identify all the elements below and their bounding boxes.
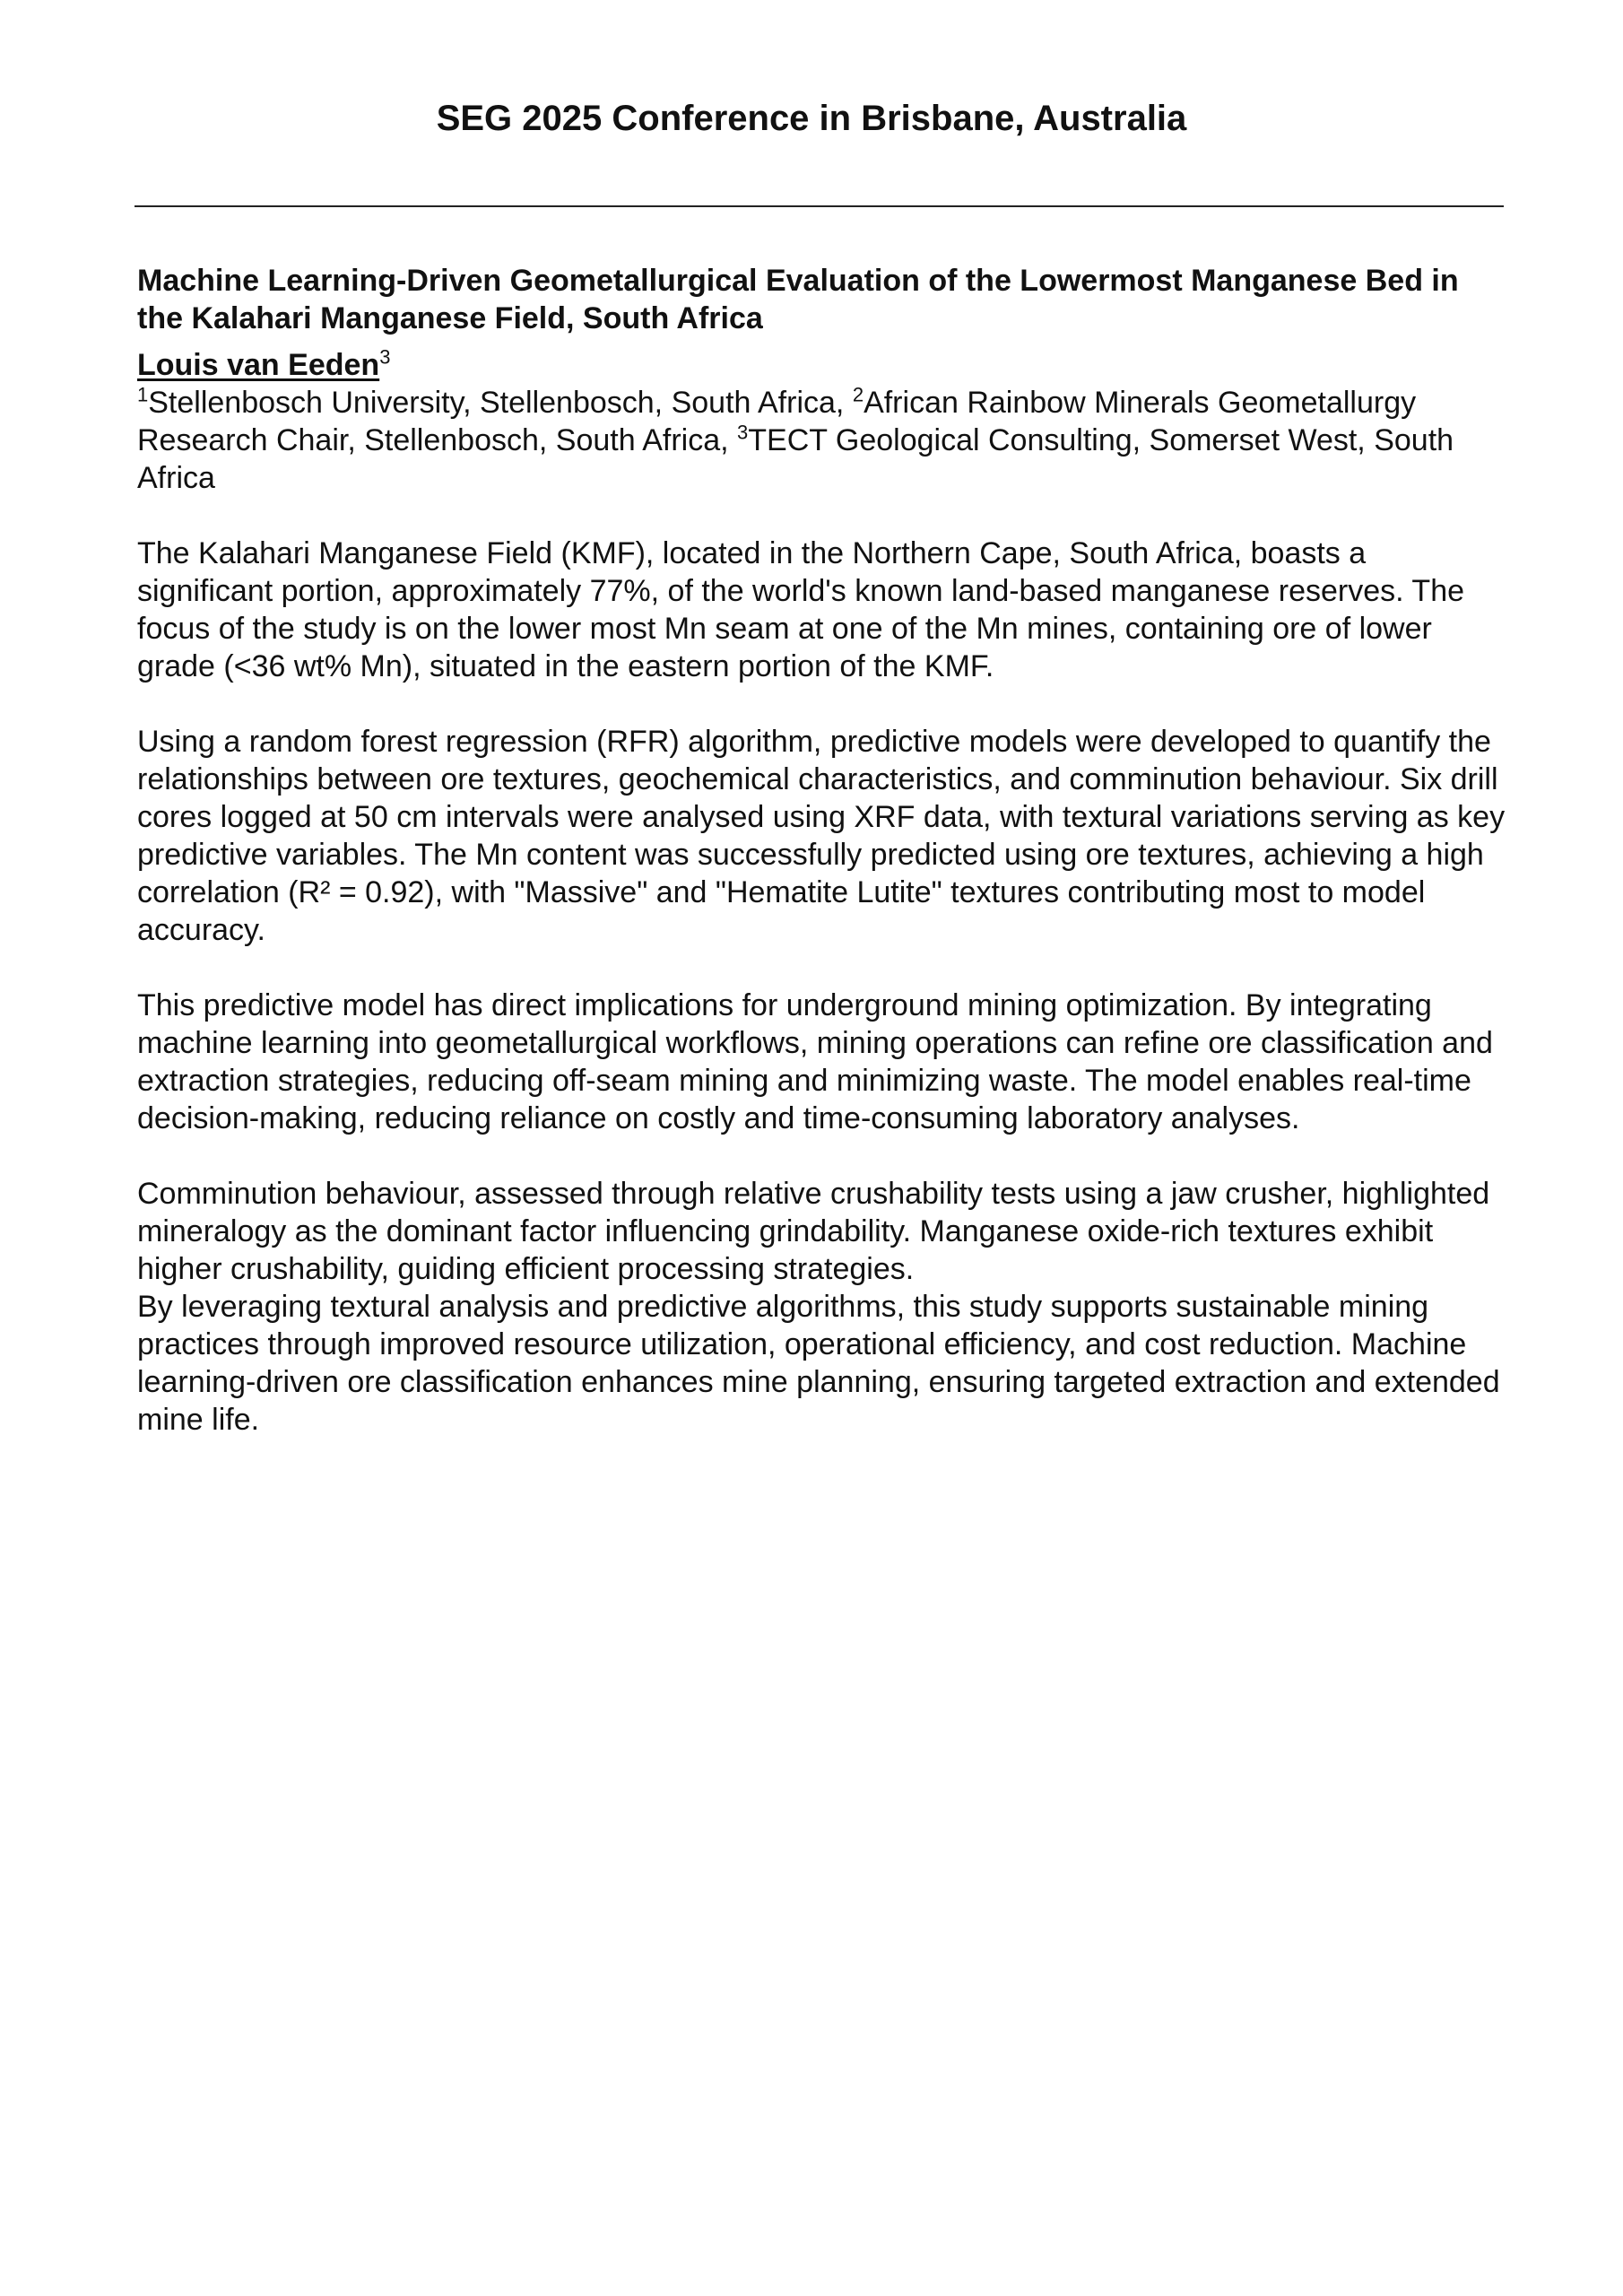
affiliation-text: Stellenbosch University, Stellenbosch, South Africa, — [148, 386, 853, 420]
affiliations — [137, 384, 1509, 497]
abstract-paragraph: This predictive model has direct implications for underground mining optimization. By integrating machine learning into geometallurgical workflows, mining operations can refine ore classification and extraction strategies, reducing off-seam mining and minimizing waste. The model enables real-time decision-making, reducing reliance on costly and time-consuming laboratory analyses. — [137, 988, 1493, 1135]
author-affiliation-mark: 3 — [379, 345, 391, 369]
abstract-paragraph: Comminution behaviour, assessed through relative crushability tests using a jaw crusher, highlighted mineralogy as the dominant factor influencing grindability. Manganese oxide-rich textures exhibit higher crushability, guiding efficient processing strategies. — [137, 1177, 1490, 1286]
abstract-paragraph: Using a random forest regression (RFR) algorithm, predictive models were developed to quantify the relationships between ore textures, geochemical characteristics, and comminution behaviour. Six drill cores logged at 50 cm intervals were analysed using XRF data, with textural variations serving as key predictive variables. The Mn content was successfully predicted using ore textures, achieving a high correlation (R² = 0.92), with "Massive" and "Hematite Lutite" textures contributing most to model accuracy. — [137, 725, 1506, 947]
abstract-body — [137, 262, 1509, 1439]
affiliation-number: 3 — [737, 421, 749, 444]
paper-title: Machine Learning-Driven Geometallurgical Evaluation of the Lowermost Manganese Bed in the Kalahari Manganese Field, South Africa — [137, 264, 1459, 335]
affiliation-number: 1 — [137, 383, 149, 406]
affiliation-text: TECT Geological Consulting, Somerset West, South Africa — [137, 423, 1454, 495]
affiliation-number: 2 — [852, 383, 864, 406]
abstract-paragraph: The Kalahari Manganese Field (KMF), located in the Northern Cape, South Africa, boasts a significant portion, approximately 77%, of the world's known land-based manganese reserves. The focus of the study is on the lower most Mn seam at one of the Mn mines, containing ore of lower grade (<36 wt% Mn), situated in the eastern portion of the KMF. — [137, 536, 1465, 683]
affiliation-text: African Rainbow Minerals Geometallurgy Research Chair, Stellenbosch, South Africa, — [137, 386, 1417, 457]
header-divider — [135, 205, 1504, 207]
conference-title: SEG 2025 Conference in Brisbane, Australia — [436, 99, 1187, 138]
author-name: Louis van Eeden — [137, 348, 380, 382]
abstract-paragraph: By leveraging textural analysis and predictive algorithms, this study supports sustainable mining practices through improved resource utilization, operational efficiency, and cost reduction. Machine learning-driven ore classification enhances mine planning, ensuring targeted extraction and extended mine life. — [137, 1290, 1500, 1437]
author-line — [137, 346, 1509, 384]
